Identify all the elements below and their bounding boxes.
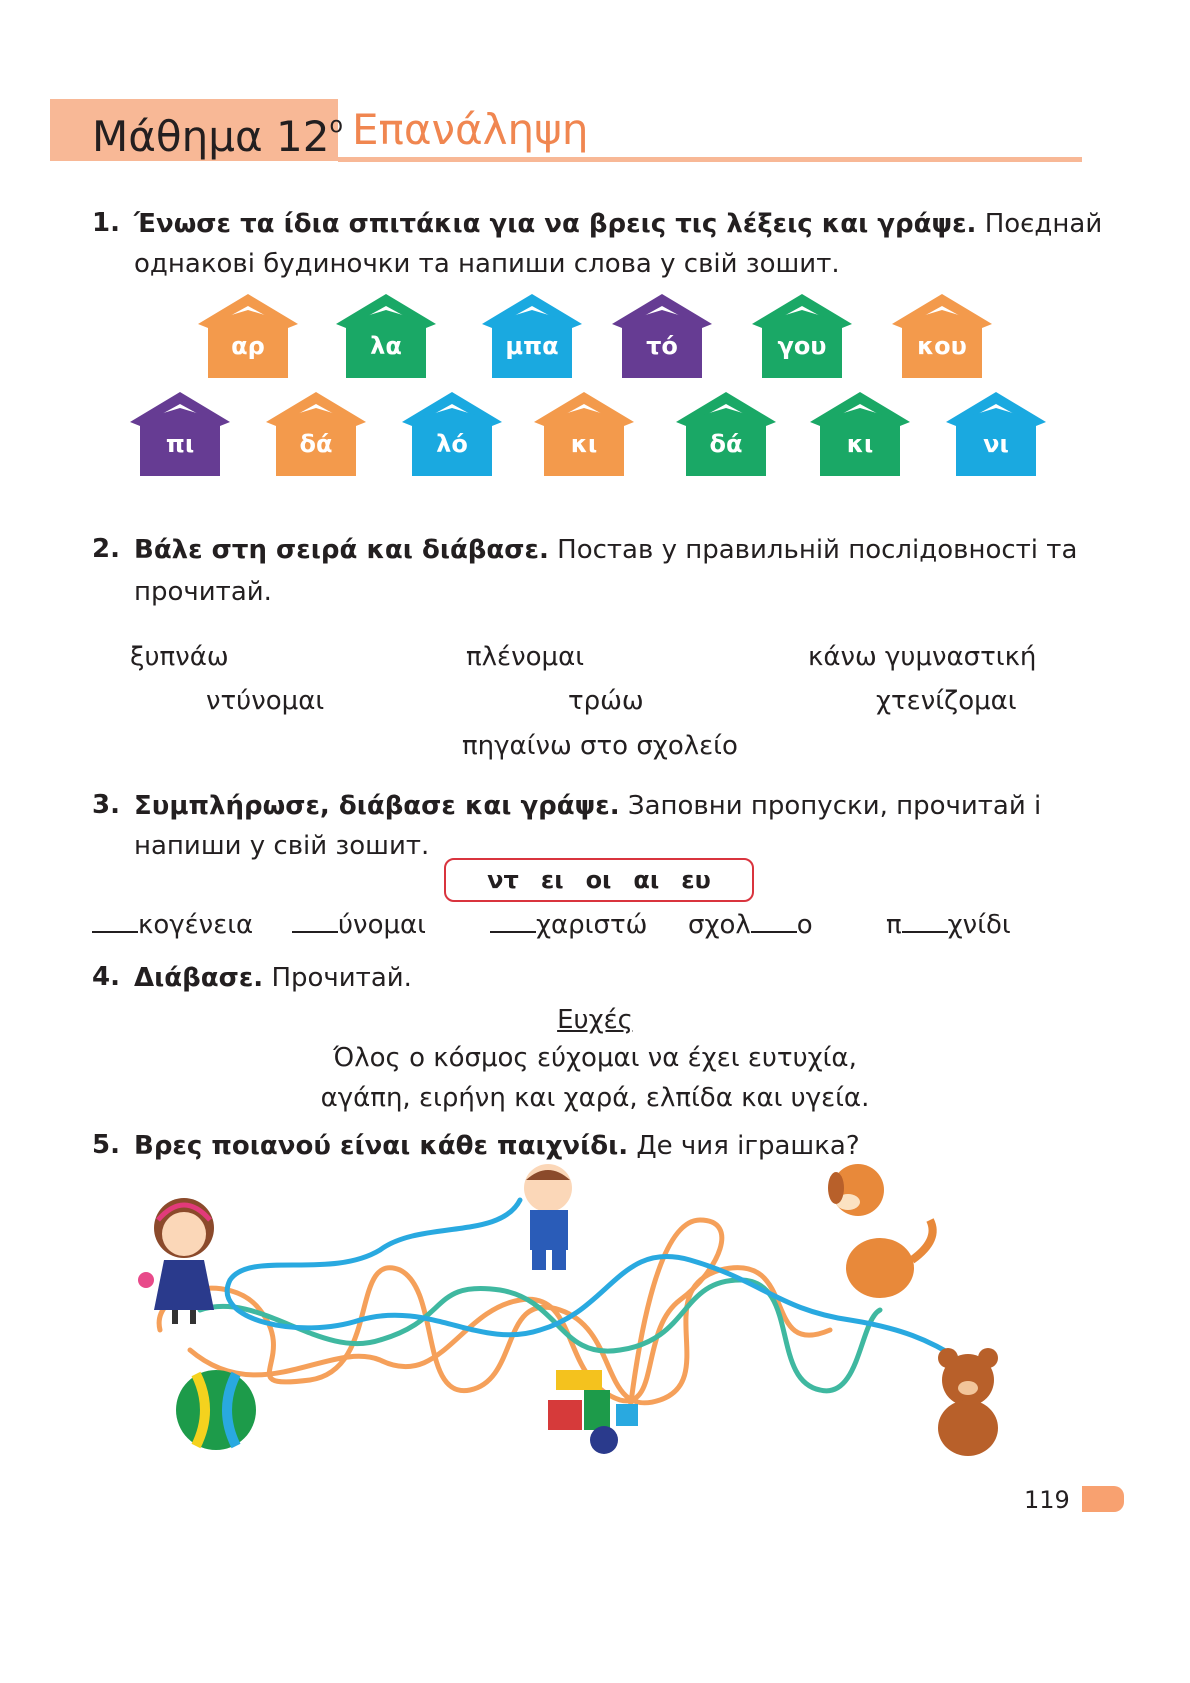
blank[interactable] — [490, 930, 536, 933]
girl-figure — [138, 1198, 214, 1324]
letter-option: αι — [633, 866, 660, 894]
word-xtenizomai: χτενίζομαι — [876, 686, 1017, 716]
house-label: δά — [709, 430, 743, 458]
ex3-number: 3. — [92, 790, 120, 820]
ex4-number: 4. — [92, 962, 120, 992]
ex2-instruction-line2: прочитай. — [134, 577, 272, 607]
fill-word-oikogeneia: κογένεια — [92, 910, 253, 940]
word-pigaino-sto-sxoleio: πηγαίνω στο σχολείο — [462, 731, 738, 761]
poem-line-1: Όλος ο κόσμος εύχομαι να έχει ευτυχία, — [333, 1043, 857, 1073]
house-label: κου — [917, 332, 967, 360]
house-bottom-2[interactable] — [402, 392, 502, 476]
house-label: δά — [299, 430, 333, 458]
letter-option: ντ — [487, 866, 519, 894]
house-top-5[interactable] — [892, 294, 992, 378]
ex3-instruction: Συμπλήρωσε, διάβασε και γράψε. Заповни пропуски, прочитай і — [134, 791, 1042, 821]
houses-group — [0, 0, 1190, 520]
fill-word-ntynomai: ύνομαι — [292, 910, 426, 940]
house-bottom-0[interactable] — [130, 392, 230, 476]
ball-figure — [176, 1370, 256, 1450]
poem-title: Ευχές — [557, 1005, 633, 1035]
house-top-1[interactable] — [336, 294, 436, 378]
ex1-instruction: Ένωσε τα ίδια σπιτάκια για να βρεις τις λέξεις και γράψε. Поєднай — [134, 209, 1103, 239]
word-xypnao: ξυπνάω — [130, 642, 229, 672]
letter-option: ευ — [681, 866, 711, 894]
house-top-2[interactable] — [482, 294, 582, 378]
blank[interactable] — [902, 930, 948, 933]
ex3-instruction-line2: напиши у свій зошит. — [134, 831, 430, 861]
ex5-number: 5. — [92, 1130, 120, 1160]
house-label: αρ — [231, 332, 265, 360]
house-bottom-3[interactable] — [534, 392, 634, 476]
fill-word-sxoleio: σχολ ο — [688, 910, 813, 940]
house-label: πι — [165, 430, 195, 458]
house-label: μπα — [505, 332, 559, 360]
letter-option: ει — [540, 866, 564, 894]
word-kano-gymnastiki: κάνω γυμναστική — [808, 642, 1037, 672]
house-label: λό — [436, 430, 468, 458]
fill-word-paixnidi: π χνίδι — [886, 910, 1011, 940]
word-troo: τρώω — [568, 686, 644, 716]
house-bottom-6[interactable] — [946, 392, 1046, 476]
blocks-figure — [548, 1370, 638, 1454]
word-plenomai: πλένομαι — [466, 642, 585, 672]
teddy-bear-figure — [938, 1348, 998, 1456]
letter-option: οι — [585, 866, 612, 894]
letters-box — [444, 858, 754, 902]
house-top-3[interactable] — [612, 294, 712, 378]
blank[interactable] — [92, 930, 138, 933]
house-bottom-1[interactable] — [266, 392, 366, 476]
maze-illustration — [0, 1160, 1190, 1460]
page-tab-marker — [1082, 1486, 1124, 1512]
ex1-number: 1. — [92, 208, 120, 238]
ex1-instruction-line2: однакові будиночки та напиши слова у свій зошит. — [134, 249, 840, 279]
house-bottom-4[interactable] — [676, 392, 776, 476]
page-number: 119 — [1024, 1486, 1070, 1514]
house-label: νι — [983, 430, 1009, 458]
ex4-instruction: Διάβασε. Прочитай. — [134, 963, 412, 993]
fill-word-euxaristo: χαριστώ — [490, 910, 647, 940]
house-label: τό — [646, 332, 678, 360]
blank[interactable] — [292, 930, 338, 933]
house-top-4[interactable] — [752, 294, 852, 378]
boy-figure — [524, 1164, 572, 1270]
house-label: γου — [777, 332, 827, 360]
house-label: λα — [370, 332, 402, 360]
house-label: κι — [570, 430, 598, 458]
dog-figure — [828, 1164, 933, 1298]
house-label: κι — [846, 430, 874, 458]
lesson-subtitle: Επανάληψη — [352, 105, 589, 154]
ex2-instruction: Βάλε στη σειρά και διάβασε. Постав у правильній послідовності та — [134, 535, 1078, 565]
ex2-number: 2. — [92, 534, 120, 564]
word-ntynomai: ντύνομαι — [206, 686, 325, 716]
blank[interactable] — [751, 930, 797, 933]
lesson-title: Μάθημα $12^o$ — [92, 112, 343, 161]
ex5-instruction: Βρες ποιανού είναι κάθε παιχνίδι. Де чия іграшка? — [134, 1131, 860, 1161]
house-bottom-5[interactable] — [810, 392, 910, 476]
poem-line-2: αγάπη, ειρήνη και χαρά, ελπίδα και υγεία. — [320, 1083, 870, 1113]
house-top-0[interactable] — [198, 294, 298, 378]
